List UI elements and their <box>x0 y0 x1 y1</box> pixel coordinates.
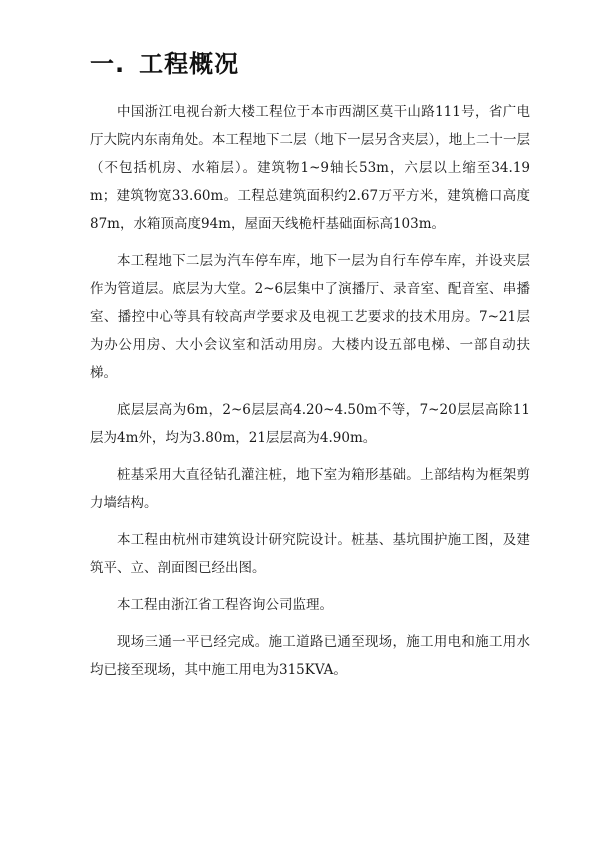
section-heading <box>90 44 239 79</box>
section-number: 一. <box>90 50 126 78</box>
document-body <box>90 98 530 693</box>
section-title: 工程概况 <box>139 50 240 78</box>
paragraph-floor-usage: 本工程地下二层为汽车停车库，地下一层为自行车停车库，并设夹层作为管道层。底层为大堂。2~6层集中了演播厅、录音室、配音室、串播室、播控中心等具有较高声学要求及电视工艺要求的技术用房。7~21层为办公用房、大小会议室和活动用房。大楼内设五部电梯、一部自动扶梯。 <box>90 253 530 381</box>
paragraph-site-conditions: 现场三通一平已经完成。施工道路已通至现场，施工用电和施工用水均已接至现场，其中施工用电为315KVA。 <box>90 634 530 678</box>
paragraph-location: 中国浙江电视台新大楼工程位于本市西湖区莫干山路111号，省广电厅大院内东南角处。本工程地下二层（地下一层另含夹层），地上二十一层（不包括机房、水箱层）。建筑物1~9轴长53m，六层以上缩至34.19m；建筑物宽33.60m。工程总建筑面积约2.67万平方米，建筑檐口高度87m，水箱顶高度94m，屋面天线桅杆基础面标高103m。 <box>90 104 530 232</box>
paragraph-supervision: 本工程由浙江省工程咨询公司监理。 <box>117 597 333 613</box>
paragraph-floor-heights: 底层层高为6m，2~6层层高4.20~4.50m不等，7~20层层高除11层为4m外，均为3.80m，21层层高为4.90m。 <box>90 402 530 446</box>
paragraph-design: 本工程由杭州市建筑设计研究院设计。桩基、基坑围护施工图，及建筑平、立、剖面图已经出图。 <box>90 532 530 576</box>
paragraph-structure: 桩基采用大直径钻孔灌注桩，地下室为箱形基础。上部结构为框架剪力墙结构。 <box>90 467 530 511</box>
